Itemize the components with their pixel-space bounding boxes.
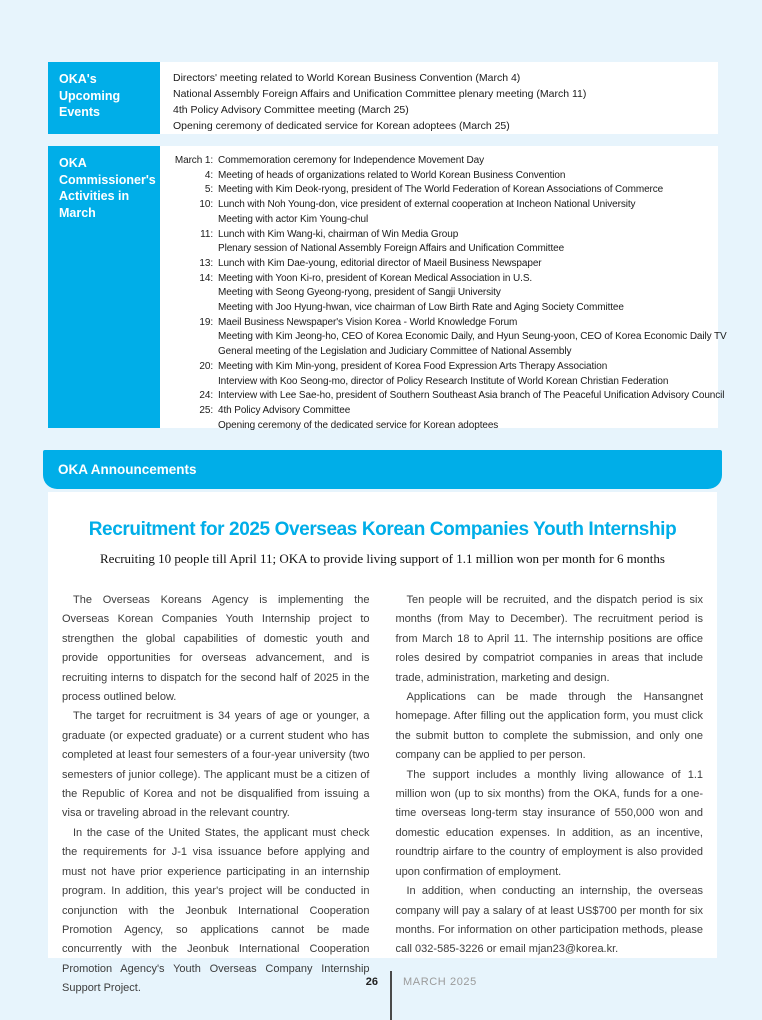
article-columns — [62, 591, 703, 999]
article-column-left — [62, 591, 370, 999]
article-column-right — [396, 591, 704, 999]
article-subtitle: Recruiting 10 people till April 11; OKA to provide living support of 1.1 million won per month for 6 months — [100, 551, 665, 566]
activity-text: General meeting of the Legislation and Judiciary Committee of National Assembly — [218, 346, 572, 358]
activity-text: Lunch with Noh Young-don, vice president of external cooperation at Incheon National University — [218, 199, 636, 211]
announcements-header-label: OKA Announcements — [58, 462, 197, 477]
activity-row — [169, 345, 727, 360]
commissioner-activities-section — [48, 146, 727, 431]
activity-date: 5: — [204, 184, 213, 196]
activity-text: Plenary session of National Assembly Foreign Affairs and Unification Committee — [218, 243, 565, 255]
article-title: Recruitment for 2025 Overseas Korean Companies Youth Internship — [88, 519, 677, 540]
activity-date: 13: — [199, 257, 213, 269]
activity-date — [169, 301, 218, 316]
activity-date: 25: — [199, 404, 213, 416]
activity-date — [169, 419, 218, 434]
article-paragraph: In addition, when conducting an internship, the overseas company will pay a salary of at least US$700 per month for six months. For information on other participation methods, please call 032-585-3226 or email mjan23@korea.kr. — [395, 885, 703, 956]
activity-row — [169, 286, 727, 301]
activity-date — [169, 286, 218, 301]
activity-date — [169, 330, 218, 345]
article-paragraph: In the case of the United States, the applicant must check the requirements for J-1 visa issuance before applying and must not have prior experience participating in an internship program. In addition, this year's project will be conducted in conjunction with the Jeonbuk International Cooperation Promotion Agency, so applications cannot be made concurrently with the Jeonbuk International Cooperation Promotion Agency's Youth Overseas Company Internship Support Project. — [62, 826, 370, 995]
activity-row — [169, 228, 727, 243]
upcoming-events-label: OKA's Upcoming Events — [48, 62, 160, 134]
upcoming-events-section — [48, 62, 718, 134]
activity-text: Interview with Koo Seong-mo, director of Policy Research Institute of World Korean Christian Federation — [218, 375, 669, 387]
activity-row — [169, 419, 727, 434]
activity-row — [169, 154, 727, 169]
article-paragraph: Applications can be made through the Hansangnet homepage. After filling out the application form, you must click the submit button to complete the submission, and only one company can be applied to per person. — [395, 691, 703, 762]
activity-text: Meeting with Kim Jeong-ho, CEO of Korea Economic Daily, and Hyun Seung-yoon, CEO of Korea Economic Daily TV — [218, 331, 727, 343]
article-paragraph: Ten people will be recruited, and the dispatch period is six months (from May to December). The recruitment period is from March 18 to April 11. The internship positions are office roles desired by compatriot companies in areas that include trade, administration, marketing and design. — [395, 594, 703, 684]
activity-date: March 1: — [174, 155, 213, 166]
activity-date — [169, 213, 218, 228]
activity-text: Commemoration ceremony for Independence Movement Day — [218, 155, 485, 166]
activity-row — [169, 242, 727, 257]
activity-date: 24: — [199, 390, 213, 402]
footer-divider — [390, 971, 392, 1020]
activity-text: Meeting with Seong Gyeong-ryong, president of Sangji University — [218, 287, 501, 299]
activity-row — [169, 330, 727, 345]
activity-text: Meeting with Kim Min-yong, president of Korea Food Expression Arts Therapy Association — [218, 360, 608, 372]
activity-date: 4: — [204, 169, 213, 181]
activity-date: 19: — [199, 316, 213, 328]
commissioner-activities-label: OKA Commissioner's Activities in March — [48, 146, 160, 428]
activity-date: 10: — [199, 199, 213, 211]
activity-row — [169, 169, 727, 184]
activity-row — [169, 301, 727, 316]
event-item: 4th Policy Advisory Committee meeting (March 25) — [173, 104, 409, 116]
activity-date — [169, 375, 218, 390]
activity-text: Meeting with actor Kim Young-chul — [218, 213, 369, 225]
activity-text: Meeting of heads of organizations related to World Korean Business Convention — [218, 169, 566, 181]
footer-page-number: 26 — [365, 976, 378, 988]
activity-text: Lunch with Kim Dae-young, editorial director of Maeil Business Newspaper — [218, 257, 542, 269]
activity-row — [169, 257, 727, 272]
activity-row — [169, 183, 727, 198]
footer-issue: MARCH 2025 — [403, 976, 477, 988]
activity-text: Maeil Business Newspaper's Vision Korea - World Knowledge Forum — [218, 316, 518, 328]
activity-row — [169, 316, 727, 331]
activity-date: 20: — [199, 360, 213, 372]
activity-text: Interview with Lee Sae-ho, president of Southern Southeast Asia branch of The Peaceful Unification Advisory Council — [218, 390, 725, 402]
activity-text: Meeting with Joo Hyung-hwan, vice chairman of Low Birth Rate and Aging Society Committee — [218, 302, 624, 314]
event-item: Directors' meeting related to World Korean Business Convention (March 4) — [173, 72, 521, 84]
activity-row — [169, 198, 727, 213]
activity-row — [169, 360, 727, 375]
commissioner-activities-list — [160, 146, 727, 431]
article-paragraph: The target for recruitment is 34 years of age or younger, a graduate (or expected graduate) or a current student who has completed at least four semesters of a four-year university (two semesters of junior college). The applicant must be a citizen of the Republic of Korea and not be disqualified from issuing a visa or traveling abroad in the relevant country. — [62, 710, 370, 820]
activity-date — [169, 345, 218, 360]
activity-text: 4th Policy Advisory Committee — [218, 404, 351, 416]
activity-date — [169, 242, 218, 257]
upcoming-events-list — [160, 62, 586, 134]
announcements-header-bar — [43, 450, 722, 489]
activity-row — [169, 272, 727, 287]
activity-text: Opening ceremony of the dedicated service for Korean adoptees — [218, 419, 499, 431]
activity-text: Meeting with Kim Deok-ryong, president of The World Federation of Korean Associations of Commerce — [218, 184, 664, 196]
article-paragraph: The support includes a monthly living allowance of 1.1 million won (up to six months) from the OKA, funds for a one-time overseas long-term stay insurance of 550,000 won and domestic education expenses. In addition, as an incentive, roundtrip airfare to the country of employment is also provided upon confirmation of employment. — [395, 768, 703, 878]
activity-row — [169, 213, 727, 228]
activity-text: Lunch with Kim Wang-ki, chairman of Win Media Group — [218, 228, 459, 240]
event-item: Opening ceremony of dedicated service for Korean adoptees (March 25) — [173, 120, 510, 132]
activity-row — [169, 389, 727, 404]
activity-row — [169, 404, 727, 419]
activity-date: 11: — [200, 228, 213, 240]
event-item: National Assembly Foreign Affairs and Unification Committee plenary meeting (March 11) — [173, 88, 587, 100]
activity-text: Meeting with Yoon Ki-ro, president of Korean Medical Association in U.S. — [218, 272, 533, 284]
article-paragraph: The Overseas Koreans Agency is implementing the Overseas Korean Companies Youth Internship project to strengthen the global capabilities of domestic youth and provide opportunities for overseas advancement, and is recruiting interns to dispatch for the second half of 2025 in the process outlined below. — [62, 594, 370, 704]
activity-row — [169, 375, 727, 390]
activity-date: 14: — [199, 272, 213, 284]
